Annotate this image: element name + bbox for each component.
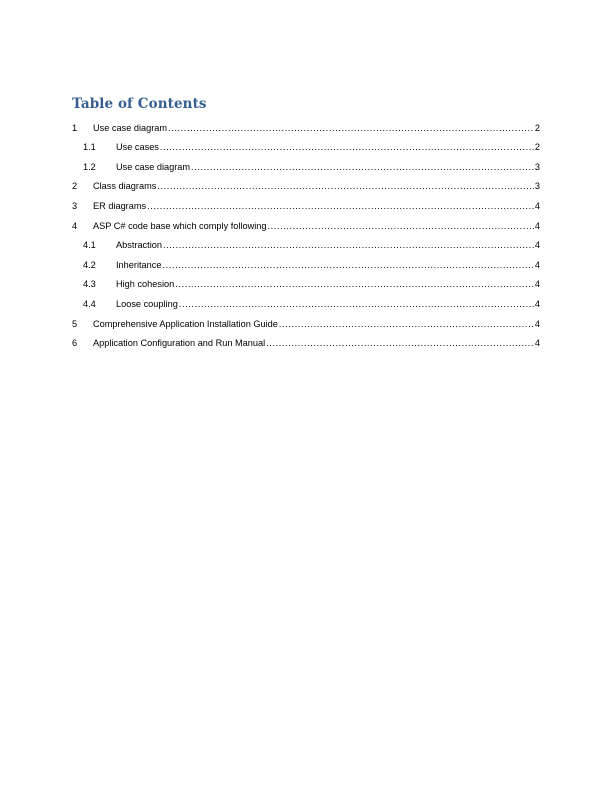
toc-entry-page-number: 4 bbox=[534, 338, 540, 349]
toc-entry[interactable] bbox=[72, 271, 540, 291]
toc-entry[interactable] bbox=[72, 290, 540, 310]
toc-entry-number: 4 bbox=[72, 220, 78, 231]
toc-entry-label[interactable]: Class diagrams bbox=[93, 181, 157, 192]
toc-dot-leader bbox=[162, 259, 533, 271]
toc-heading: Table of Contents bbox=[72, 96, 207, 112]
toc-entry-page-number: 2 bbox=[534, 142, 540, 153]
toc-entry[interactable] bbox=[72, 114, 540, 134]
toc-entry[interactable] bbox=[72, 251, 540, 271]
toc-entry-number: 6 bbox=[72, 338, 78, 349]
toc-entry-page-number: 3 bbox=[534, 181, 540, 192]
toc-entry[interactable] bbox=[72, 173, 540, 193]
toc-entry-page-number: 4 bbox=[534, 259, 540, 270]
toc-entry-number: 5 bbox=[72, 318, 78, 329]
toc-entry-label[interactable]: Comprehensive Application Installation Guide bbox=[93, 318, 278, 329]
toc-entry-number: 4.4 bbox=[83, 298, 96, 309]
toc-entry[interactable] bbox=[72, 212, 540, 232]
toc-entry-number: 4.1 bbox=[83, 240, 96, 251]
table-of-contents bbox=[72, 114, 540, 349]
toc-entry-label[interactable]: Use cases bbox=[116, 142, 159, 153]
toc-entry-page-number: 4 bbox=[534, 220, 540, 231]
toc-entry-label[interactable]: Application Configuration and Run Manual bbox=[93, 338, 266, 349]
toc-entry[interactable] bbox=[72, 192, 540, 212]
toc-entry-page-number: 4 bbox=[534, 318, 540, 329]
toc-entry-page-number: 4 bbox=[534, 240, 540, 251]
toc-entry-label[interactable]: ASP C# code base which comply following bbox=[93, 220, 267, 231]
toc-entry-label[interactable]: Use case diagram bbox=[93, 122, 168, 133]
toc-dot-leader bbox=[157, 180, 534, 192]
toc-entry-number: 2 bbox=[72, 181, 78, 192]
toc-dot-leader bbox=[266, 337, 534, 349]
toc-entry-number: 1.2 bbox=[83, 161, 96, 172]
toc-dot-leader bbox=[179, 298, 534, 310]
toc-dot-leader bbox=[279, 318, 534, 330]
toc-entry-page-number: 4 bbox=[534, 279, 540, 290]
toc-entry-page-number: 4 bbox=[534, 298, 540, 309]
toc-entry[interactable] bbox=[72, 232, 540, 252]
toc-dot-leader bbox=[160, 141, 534, 153]
toc-entry-number: 4.3 bbox=[83, 279, 96, 290]
toc-entry-label[interactable]: Loose coupling bbox=[116, 298, 178, 309]
toc-entry-label[interactable]: High cohesion bbox=[116, 279, 175, 290]
toc-dot-leader bbox=[175, 278, 534, 290]
toc-entry-number: 4.2 bbox=[83, 259, 96, 270]
toc-entry[interactable] bbox=[72, 153, 540, 173]
toc-entry-number: 1.1 bbox=[83, 142, 96, 153]
toc-dot-leader bbox=[147, 200, 534, 212]
toc-dot-leader bbox=[168, 122, 534, 134]
toc-entry-number: 3 bbox=[72, 200, 78, 211]
toc-entry-label[interactable]: Inheritance bbox=[116, 259, 162, 270]
toc-entry-page-number: 3 bbox=[534, 161, 540, 172]
toc-entry-page-number: 4 bbox=[534, 200, 540, 211]
toc-entry[interactable] bbox=[72, 330, 540, 350]
toc-dot-leader bbox=[163, 239, 534, 251]
toc-dot-leader bbox=[267, 220, 533, 232]
toc-dot-leader bbox=[191, 161, 534, 173]
toc-entry[interactable] bbox=[72, 134, 540, 154]
toc-entry-page-number: 2 bbox=[534, 122, 540, 133]
toc-entry-label[interactable]: ER diagrams bbox=[93, 200, 147, 211]
toc-entry-label[interactable]: Use case diagram bbox=[116, 161, 191, 172]
toc-entry-number: 1 bbox=[72, 122, 78, 133]
toc-entry-label[interactable]: Abstraction bbox=[116, 240, 162, 251]
toc-entry[interactable] bbox=[72, 310, 540, 330]
